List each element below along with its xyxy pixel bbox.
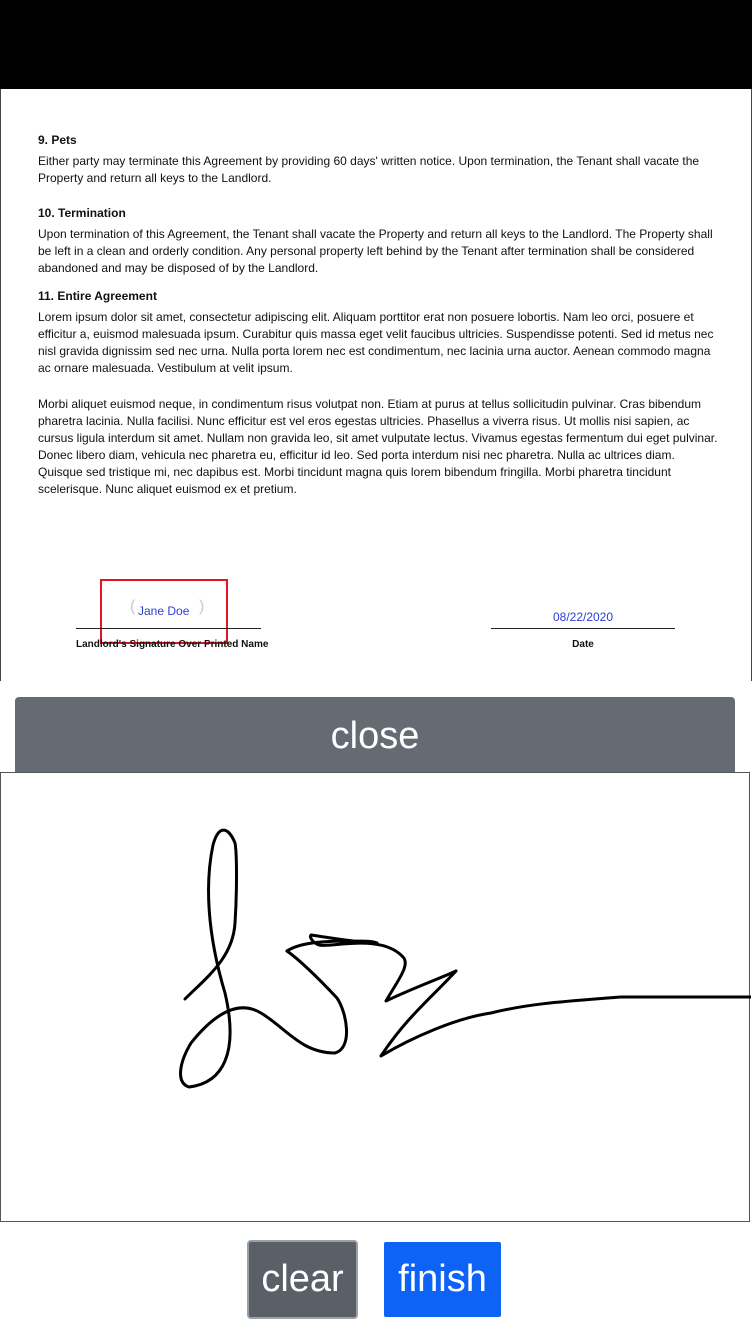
section-heading-termination: 10. Termination <box>38 206 126 220</box>
section-heading-entire-agreement: 11. Entire Agreement <box>38 289 157 303</box>
close-button[interactable]: close <box>15 697 735 775</box>
signature-placeholder-mark: ( ) <box>130 598 206 615</box>
section-heading-pets: 9. Pets <box>38 133 77 147</box>
signature-printed-name: Jane Doe <box>138 604 190 618</box>
signature-line <box>76 628 261 629</box>
date-line <box>491 628 675 629</box>
section-text-entire-agreement-2: Morbi aliquet euismod neque, in condimentum risus volutpat non. Etiam at purus at tellus sollicitudin pulvinar. Cras bibendum pharetra lacinia. Nulla facilisi. Nunc efficitur est vel eros egestas ultricies. Phasellus a viverra risus. Ut mollis nisi sapien, ac cursus ligula interdum sit amet. Nullam non gravida leo, sit amet vulputate lectus. Vivamus egestas fermentum dui eget pulvinar. Donec libero diam, vehicula nec pharetra eu, efficitur id leo. Sed porta interdum nisi nec pharetra. Nulla ac ultrices diam. Quisque sed tristique mi, nec dapibus est. Morbi tincidunt magna quis lorem bibendum fringilla. Morbi pharetra tincidunt scelerisque. Nunc aliquet euismod ex et pretium. <box>38 397 718 496</box>
date-label: Date <box>572 639 594 650</box>
top-black-bar <box>0 0 752 89</box>
signature-label: Landlord's Signature Over Printed Name <box>76 639 269 650</box>
signature-drawing <box>1 773 751 1223</box>
section-text-entire-agreement-1: Lorem ipsum dolor sit amet, consectetur adipiscing elit. Aliquam porttitor erat non posuere lobortis. Nam leo orci, posuere et efficitur a, euismod malesuada ipsum. Curabitur quis massa eget velit faucibus ultricies. Suspendisse potenti. Sed id metus nec nisl gravida dignissim sed nec urna. Nulla porta lorem nec est condimentum, nec lacinia urna auctor. Aenean commodo magna ac ornare malesuada. Vestibulum at velit ipsum. <box>38 310 714 375</box>
section-text-pets: Either party may terminate this Agreement by providing 60 days' written notice. Upon termination, the Tenant shall vacate the Property and return all keys to the Landlord. <box>38 154 700 185</box>
agreement-document <box>0 89 752 681</box>
document-body <box>38 133 718 510</box>
clear-button[interactable]: clear <box>247 1240 358 1319</box>
signature-field-highlight[interactable] <box>100 579 228 644</box>
finish-button[interactable]: finish <box>384 1242 501 1317</box>
signature-stroke-tail <box>381 971 751 1056</box>
date-value: 08/22/2020 <box>552 610 614 624</box>
signature-stroke-loop-top <box>287 935 456 1001</box>
signature-pad-canvas[interactable] <box>0 772 750 1222</box>
signature-stroke-loop <box>181 830 347 1087</box>
section-text-termination: Upon termination of this Agreement, the Tenant shall vacate the Property and return all keys to the Landlord. The Property shall be left in a clean and orderly condition. Any personal property left behind by the Tenant after termination shall be considered abandoned and may be disposed of by the Landlord. <box>38 227 713 275</box>
